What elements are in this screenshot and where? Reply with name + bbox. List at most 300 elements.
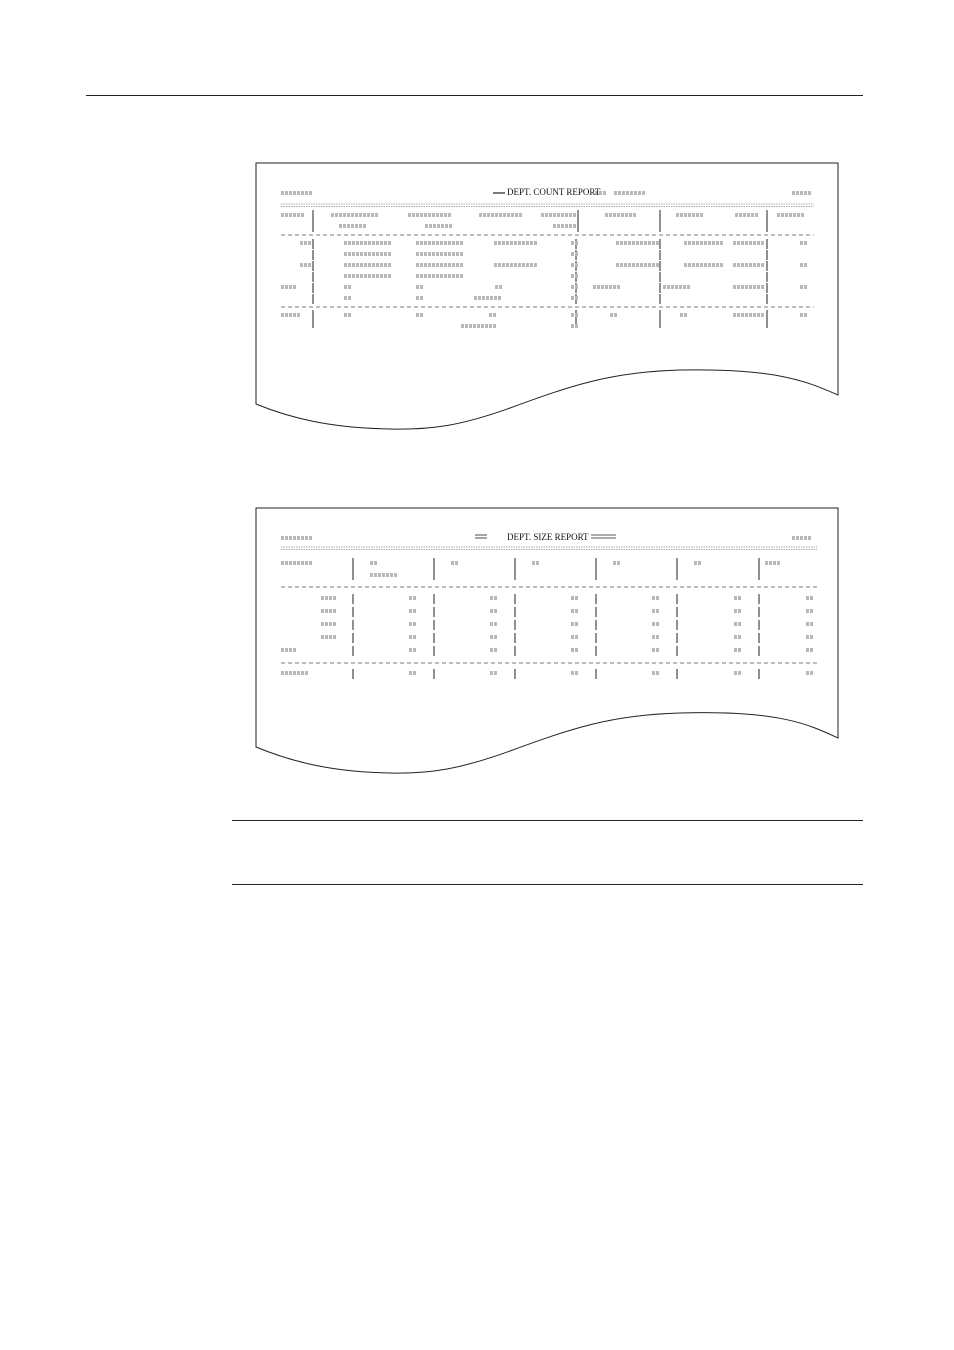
masked-character: [557, 213, 560, 217]
masked-character: [656, 635, 659, 639]
masked-character: [499, 213, 502, 217]
masked-character: [749, 241, 752, 245]
masked-character: [575, 635, 578, 639]
masked-character: [351, 213, 354, 217]
masked-character: [413, 635, 416, 639]
masked-character: [575, 252, 578, 256]
masked-character: [297, 671, 300, 675]
masked-character: [335, 213, 338, 217]
masked-character: [499, 285, 502, 289]
masked-character: [605, 213, 608, 217]
masked-character: [617, 213, 620, 217]
masked-character: [344, 274, 347, 278]
masked-character: [479, 213, 482, 217]
note-bottom-rule: [232, 884, 863, 885]
masked-character: [368, 241, 371, 245]
masked-character: [734, 609, 737, 613]
masked-character: [281, 671, 284, 675]
masked-character: [648, 241, 651, 245]
masked-character: [416, 296, 419, 300]
masked-character: [440, 241, 443, 245]
masked-character: [656, 648, 659, 652]
masked-character: [810, 609, 813, 613]
masked-character: [761, 285, 764, 289]
masked-character: [460, 252, 463, 256]
masked-character: [804, 263, 807, 267]
masked-character: [344, 263, 347, 267]
masked-character: [738, 596, 741, 600]
masked-character: [734, 671, 737, 675]
masked-character: [409, 596, 412, 600]
masked-character: [792, 191, 795, 195]
masked-character: [325, 596, 328, 600]
masked-character: [781, 213, 784, 217]
masked-character: [753, 241, 756, 245]
masked-character: [571, 274, 574, 278]
masked-character: [380, 252, 383, 256]
masked-character: [573, 213, 576, 217]
masked-character: [561, 213, 564, 217]
masked-character: [305, 191, 308, 195]
masked-character: [425, 224, 428, 228]
masked-character: [502, 241, 505, 245]
masked-character: [494, 241, 497, 245]
masked-character: [806, 648, 809, 652]
masked-character: [526, 241, 529, 245]
masked-character: [436, 274, 439, 278]
masked-character: [733, 241, 736, 245]
masked-character: [700, 213, 703, 217]
masked-character: [444, 213, 447, 217]
masked-character: [534, 263, 537, 267]
masked-character: [428, 241, 431, 245]
masked-character: [374, 561, 377, 565]
masked-character: [308, 241, 311, 245]
masked-character: [452, 241, 455, 245]
page-header-rule: [86, 95, 863, 96]
masked-character: [409, 609, 412, 613]
masked-character: [285, 561, 288, 565]
masked-character: [810, 648, 813, 652]
masked-character: [753, 285, 756, 289]
masked-character: [571, 609, 574, 613]
masked-character: [445, 224, 448, 228]
masked-character: [285, 648, 288, 652]
masked-character: [368, 252, 371, 256]
masked-character: [490, 609, 493, 613]
masked-character: [743, 213, 746, 217]
masked-character: [436, 263, 439, 267]
masked-character: [301, 191, 304, 195]
masked-character: [382, 573, 385, 577]
masked-character: [597, 285, 600, 289]
masked-character: [321, 596, 324, 600]
masked-character: [465, 324, 468, 328]
masked-character: [424, 252, 427, 256]
masked-character: [575, 263, 578, 267]
masked-character: [420, 252, 423, 256]
masked-character: [343, 224, 346, 228]
masked-character: [498, 263, 501, 267]
masked-character: [804, 191, 807, 195]
masked-character: [293, 313, 296, 317]
masked-character: [571, 648, 574, 652]
masked-character: [738, 648, 741, 652]
masked-character: [281, 648, 284, 652]
masked-character: [305, 536, 308, 540]
masked-character: [601, 285, 604, 289]
masked-character: [675, 285, 678, 289]
masked-character: [810, 596, 813, 600]
masked-character: [285, 285, 288, 289]
masked-character: [356, 263, 359, 267]
masked-character: [694, 561, 697, 565]
masked-character: [575, 241, 578, 245]
masked-character: [522, 241, 525, 245]
masked-character: [452, 263, 455, 267]
masked-character: [609, 213, 612, 217]
masked-character: [305, 671, 308, 675]
masked-character: [616, 241, 619, 245]
masked-character: [490, 296, 493, 300]
masked-character: [575, 296, 578, 300]
masked-character: [571, 263, 574, 267]
masked-character: [490, 648, 493, 652]
masked-character: [810, 635, 813, 639]
masked-character: [494, 635, 497, 639]
masked-character: [424, 213, 427, 217]
masked-character: [289, 285, 292, 289]
masked-character: [367, 213, 370, 217]
masked-character: [281, 313, 284, 317]
masked-character: [575, 671, 578, 675]
masked-character: [638, 191, 641, 195]
masked-character: [487, 213, 490, 217]
masked-character: [700, 241, 703, 245]
masked-character: [343, 213, 346, 217]
masked-character: [416, 274, 419, 278]
masked-character: [688, 213, 691, 217]
masked-character: [575, 285, 578, 289]
masked-character: [448, 263, 451, 267]
masked-character: [522, 263, 525, 267]
masked-character: [297, 536, 300, 540]
masked-character: [376, 274, 379, 278]
masked-character: [633, 213, 636, 217]
masked-character: [741, 241, 744, 245]
masked-character: [289, 648, 292, 652]
masked-character: [432, 213, 435, 217]
masked-character: [433, 224, 436, 228]
masked-character: [698, 561, 701, 565]
masked-character: [428, 252, 431, 256]
masked-character: [440, 274, 443, 278]
masked-character: [617, 561, 620, 565]
masked-character: [575, 596, 578, 600]
masked-character: [413, 648, 416, 652]
masked-character: [493, 313, 496, 317]
masked-character: [515, 213, 518, 217]
masked-character: [376, 241, 379, 245]
masked-character: [293, 285, 296, 289]
masked-character: [460, 241, 463, 245]
masked-character: [348, 263, 351, 267]
masked-character: [281, 285, 284, 289]
masked-character: [331, 213, 334, 217]
masked-character: [372, 252, 375, 256]
masked-character: [614, 313, 617, 317]
masked-character: [571, 622, 574, 626]
masked-character: [384, 252, 387, 256]
masked-character: [541, 213, 544, 217]
masked-character: [452, 252, 455, 256]
masked-character: [344, 296, 347, 300]
masked-character: [297, 313, 300, 317]
masked-character: [773, 561, 776, 565]
masked-character: [388, 263, 391, 267]
masked-character: [456, 274, 459, 278]
masked-character: [708, 241, 711, 245]
masked-character: [481, 324, 484, 328]
masked-character: [281, 561, 284, 565]
masked-character: [765, 561, 768, 565]
masked-character: [289, 313, 292, 317]
masked-character: [741, 313, 744, 317]
masked-character: [473, 324, 476, 328]
masked-character: [352, 263, 355, 267]
masked-character: [360, 274, 363, 278]
masked-character: [808, 536, 811, 540]
masked-character: [308, 263, 311, 267]
masked-character: [495, 285, 498, 289]
masked-character: [368, 274, 371, 278]
masked-character: [293, 191, 296, 195]
masked-character: [416, 285, 419, 289]
masked-character: [448, 241, 451, 245]
masked-character: [420, 285, 423, 289]
masked-character: [309, 191, 312, 195]
masked-character: [372, 241, 375, 245]
masked-character: [477, 324, 480, 328]
masked-character: [571, 285, 574, 289]
masked-character: [573, 224, 576, 228]
masked-character: [569, 213, 572, 217]
masked-character: [495, 213, 498, 217]
masked-character: [696, 213, 699, 217]
masked-character: [333, 609, 336, 613]
note-top-rule: [232, 820, 863, 821]
masked-character: [493, 324, 496, 328]
masked-character: [749, 285, 752, 289]
masked-character: [692, 213, 695, 217]
masked-character: [679, 285, 682, 289]
masked-character: [626, 191, 629, 195]
masked-character: [806, 635, 809, 639]
masked-character: [757, 285, 760, 289]
masked-character: [375, 213, 378, 217]
masked-character: [628, 263, 631, 267]
masked-character: [289, 671, 292, 675]
masked-character: [720, 263, 723, 267]
masked-character: [388, 252, 391, 256]
masked-character: [297, 213, 300, 217]
masked-character: [449, 224, 452, 228]
masked-character: [526, 263, 529, 267]
masked-character: [451, 561, 454, 565]
masked-character: [374, 573, 377, 577]
masked-character: [474, 296, 477, 300]
masked-character: [325, 635, 328, 639]
masked-character: [394, 573, 397, 577]
masked-character: [325, 622, 328, 626]
masked-character: [777, 213, 780, 217]
masked-character: [671, 285, 674, 289]
masked-character: [329, 622, 332, 626]
masked-character: [364, 252, 367, 256]
masked-character: [351, 224, 354, 228]
masked-character: [494, 263, 497, 267]
masked-character: [420, 313, 423, 317]
masked-character: [737, 241, 740, 245]
masked-character: [448, 274, 451, 278]
masked-character: [281, 191, 284, 195]
masked-character: [549, 213, 552, 217]
masked-character: [378, 573, 381, 577]
masked-character: [409, 671, 412, 675]
masked-character: [413, 596, 416, 600]
masked-character: [490, 671, 493, 675]
masked-character: [428, 274, 431, 278]
masked-character: [413, 622, 416, 626]
masked-character: [416, 313, 419, 317]
masked-character: [712, 241, 715, 245]
masked-character: [618, 191, 621, 195]
masked-character: [534, 241, 537, 245]
masked-character: [733, 313, 736, 317]
masked-character: [684, 241, 687, 245]
masked-character: [380, 241, 383, 245]
masked-character: [344, 313, 347, 317]
masked-character: [490, 596, 493, 600]
masked-character: [716, 263, 719, 267]
masked-character: [289, 561, 292, 565]
masked-character: [800, 263, 803, 267]
masked-character: [737, 313, 740, 317]
masked-character: [386, 573, 389, 577]
masked-character: [792, 536, 795, 540]
masked-character: [364, 241, 367, 245]
masked-character: [424, 263, 427, 267]
masked-character: [629, 213, 632, 217]
masked-character: [301, 561, 304, 565]
masked-character: [485, 324, 488, 328]
masked-character: [530, 241, 533, 245]
masked-character: [739, 213, 742, 217]
masked-character: [708, 263, 711, 267]
masked-character: [692, 263, 695, 267]
masked-character: [352, 274, 355, 278]
masked-character: [753, 313, 756, 317]
masked-character: [444, 274, 447, 278]
masked-character: [720, 241, 723, 245]
masked-character: [436, 241, 439, 245]
masked-character: [384, 263, 387, 267]
masked-character: [329, 609, 332, 613]
masked-character: [440, 213, 443, 217]
masked-character: [437, 224, 440, 228]
masked-character: [628, 241, 631, 245]
masked-character: [571, 313, 574, 317]
masked-character: [761, 313, 764, 317]
masked-character: [432, 263, 435, 267]
masked-character: [413, 609, 416, 613]
masked-character: [285, 536, 288, 540]
masked-character: [321, 635, 324, 639]
masked-character: [281, 536, 284, 540]
masked-character: [571, 635, 574, 639]
masked-character: [483, 213, 486, 217]
masked-character: [755, 213, 758, 217]
masked-character: [305, 561, 308, 565]
masked-character: [613, 561, 616, 565]
masked-character: [344, 241, 347, 245]
masked-character: [610, 313, 613, 317]
masked-character: [734, 596, 737, 600]
masked-character: [420, 296, 423, 300]
masked-character: [432, 241, 435, 245]
masked-character: [575, 274, 578, 278]
masked-character: [800, 285, 803, 289]
masked-character: [506, 263, 509, 267]
masked-character: [652, 648, 655, 652]
masked-character: [553, 224, 556, 228]
masked-character: [444, 252, 447, 256]
masked-character: [420, 274, 423, 278]
masked-character: [360, 263, 363, 267]
masked-character: [605, 285, 608, 289]
masked-character: [456, 263, 459, 267]
masked-character: [704, 263, 707, 267]
masked-character: [348, 313, 351, 317]
masked-character: [420, 263, 423, 267]
masked-character: [738, 635, 741, 639]
masked-character: [800, 241, 803, 245]
masked-character: [519, 213, 522, 217]
masked-character: [494, 609, 497, 613]
masked-character: [575, 324, 578, 328]
masked-character: [609, 285, 612, 289]
masked-character: [745, 263, 748, 267]
masked-character: [502, 263, 505, 267]
masked-character: [494, 596, 497, 600]
masked-character: [448, 252, 451, 256]
dept-count-report-sheet: [250, 158, 845, 438]
masked-character: [432, 274, 435, 278]
masked-character: [676, 213, 679, 217]
masked-character: [571, 241, 574, 245]
masked-character: [571, 596, 574, 600]
masked-character: [644, 241, 647, 245]
masked-character: [490, 622, 493, 626]
masked-character: [413, 671, 416, 675]
masked-character: [636, 241, 639, 245]
masked-character: [440, 252, 443, 256]
masked-character: [380, 263, 383, 267]
masked-character: [281, 213, 284, 217]
masked-character: [692, 241, 695, 245]
masked-character: [800, 536, 803, 540]
masked-character: [372, 274, 375, 278]
